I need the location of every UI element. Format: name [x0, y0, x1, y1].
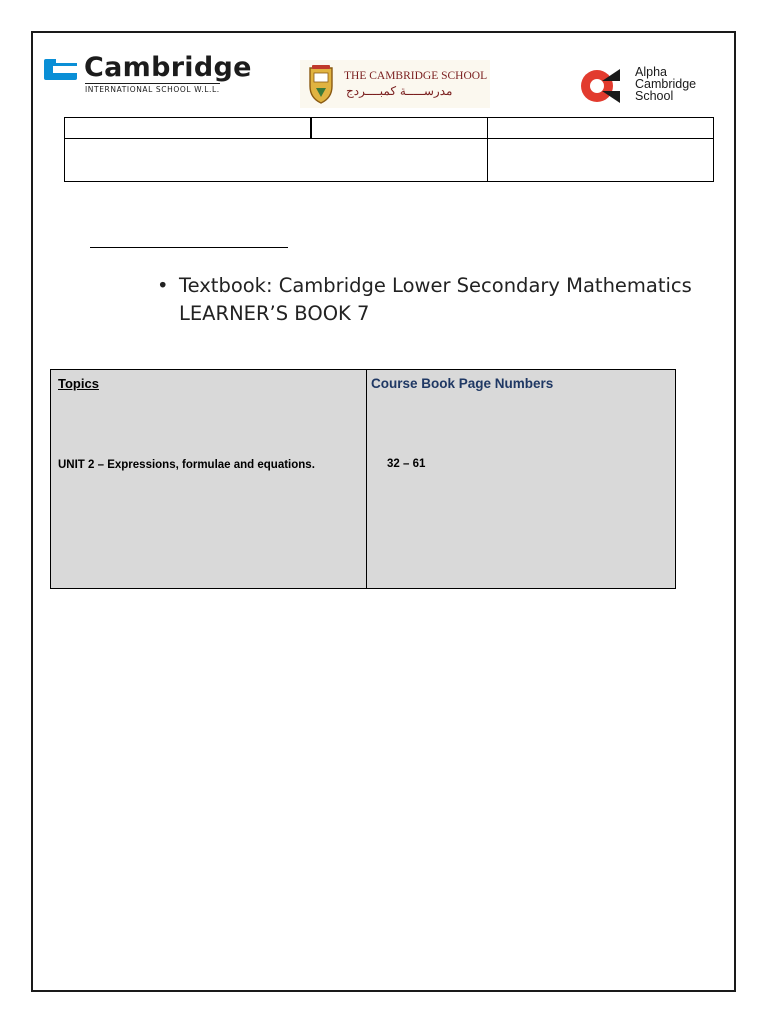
- header-row-2-divider: [487, 139, 488, 181]
- header-row-2: [64, 138, 714, 182]
- cambridge-logo-name: Cambridge: [84, 52, 252, 83]
- alpha-cambridge-school-logo: [580, 64, 720, 108]
- page-numbers-header-text: Course Book Page Numbers: [371, 376, 554, 391]
- page-numbers-column-header: [371, 376, 553, 391]
- cambridge-international-logo: [44, 52, 264, 102]
- the-cambridge-school-logo: [300, 60, 490, 108]
- topic-cell: UNIT 2 – Expressions, formulae and equations.: [58, 459, 315, 471]
- cambridge-c-mark-icon: [44, 59, 77, 80]
- header-row-1: [64, 117, 714, 139]
- header-row-1-divider: [310, 118, 312, 138]
- topics-column-header: Topics: [58, 376, 99, 391]
- topics-table: [50, 369, 676, 589]
- the-cambridge-school-arabic-name: مدرســـــة كمبــــردج: [346, 84, 453, 98]
- header-row-1-divider: [487, 118, 488, 138]
- bullet-marker: •: [157, 274, 169, 297]
- alpha-logo-line-3: School: [635, 89, 674, 103]
- alpha-mark-icon: [580, 66, 620, 106]
- school-crest-icon: [308, 64, 334, 104]
- alpha-logo-line-1: Alpha: [635, 65, 667, 79]
- the-cambridge-school-name: THE CAMBRIDGE SCHOOL: [344, 70, 488, 82]
- cambridge-logo-subtitle: INTERNATIONAL SCHOOL W.L.L.: [85, 85, 220, 94]
- blank-heading-underline: [90, 247, 288, 248]
- textbook-line-2: LEARNER’S BOOK 7: [179, 302, 370, 325]
- textbook-line-1: Textbook: Cambridge Lower Secondary Mathematics: [179, 274, 692, 297]
- alpha-logo-line-2: Cambridge: [635, 77, 697, 91]
- header-info-table: [64, 117, 714, 182]
- page-range-cell: 32 – 61: [387, 458, 426, 470]
- topics-column-divider: [366, 370, 367, 588]
